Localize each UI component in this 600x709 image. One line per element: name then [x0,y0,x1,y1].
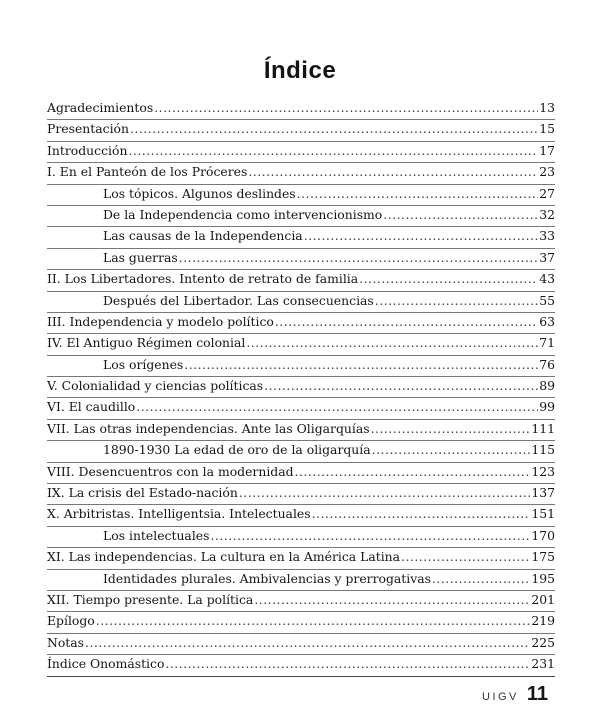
toc-entry-label: V. Colonialidad y ciencias políticas [47,378,264,394]
toc-entry [47,635,555,656]
toc-page-number: 231 [531,656,555,672]
toc-entry-label: II. Los Libertadores. Intento de retrato de familia [47,271,359,287]
toc-entry [47,485,555,506]
toc-page-number: 225 [531,634,555,650]
toc-page-number: 123 [531,463,555,479]
toc-page-number: 195 [531,570,555,586]
toc-entry [47,464,555,485]
toc-subentry [47,571,555,592]
page-footer [482,683,548,706]
toc-page-number: 76 [539,356,555,372]
toc-subentry [47,186,555,207]
toc-entry [47,399,555,420]
dot-leader [136,399,538,414]
dot-leader [372,442,531,457]
dot-leader [184,357,538,372]
toc-page-number: 33 [539,228,555,244]
dot-leader [383,207,538,222]
dot-leader [359,271,538,286]
table-of-contents [47,100,555,678]
toc-entry-label: Agradecimientos [47,100,154,115]
toc-entry [47,121,555,142]
toc-page-number: 17 [539,142,555,158]
toc-entry-label: Introducción [47,142,128,158]
toc-subentry [47,357,555,378]
toc-entry [47,549,555,570]
toc-entry-label: IV. El Antiguo Régimen colonial [47,335,246,351]
toc-entry-label: IX. La crisis del Estado-nación [47,485,238,501]
toc-entry [47,164,555,185]
toc-subentry [47,250,555,271]
toc-page-number: 99 [539,399,555,415]
toc-entry-label: Las guerras [103,249,178,265]
toc-entry [47,271,555,292]
dot-leader [248,164,538,179]
dot-leader [179,250,538,265]
toc-page-number: 23 [539,164,555,180]
toc-entry-label: Índice Onomástico [47,656,165,672]
dot-leader [246,335,538,350]
toc-entry [47,314,555,335]
dot-leader [264,378,538,393]
toc-entry-label: VI. El caudillo [47,399,136,415]
dot-leader [85,635,530,650]
toc-entry [47,100,555,121]
toc-page-number: 201 [531,591,555,607]
toc-page-number: 151 [531,506,555,522]
toc-page-number: 111 [531,420,555,436]
toc-entry-label: De la Independencia como intervencionismo [103,206,383,222]
dot-leader [239,485,531,500]
toc-entry [47,421,555,442]
toc-entry-label: Notas [47,634,85,650]
toc-page-number: 32 [539,206,555,222]
toc-entry-label: X. Arbitristas. Intelligentsia. Intelectuales [47,506,311,522]
toc-subentry [47,228,555,249]
toc-entry-label: Los tópicos. Algunos deslindes [103,185,296,201]
dot-leader [375,293,538,308]
toc-page-number: 15 [539,121,555,137]
dot-leader [432,571,530,586]
toc-page-number: 71 [539,335,555,351]
toc-page-number: 63 [539,313,555,329]
toc-entry-label: XI. Las independencias. La cultura en la América Latina [47,549,401,565]
dot-leader [165,656,530,671]
toc-page-number: 43 [539,271,555,287]
toc-entry-label: III. Independencia y modelo político [47,313,274,329]
toc-entry-label: XII. Tiempo presente. La política [47,591,254,607]
toc-entry-label: Epílogo [47,613,95,629]
toc-entry [47,335,555,356]
toc-entry-label: Después del Libertador. Las consecuencias [103,292,374,308]
publisher-mark: UIGV [482,691,519,703]
toc-page-number: 89 [539,378,555,394]
toc-entry-label: I. En el Panteón de los Próceres [47,164,248,180]
toc-page-number: 37 [539,249,555,265]
toc-subentry [47,442,555,463]
toc-subentry [47,528,555,549]
dot-leader [254,592,530,607]
dot-leader [304,228,539,243]
toc-entry [47,143,555,164]
dot-leader [210,528,530,543]
toc-page-number: 27 [539,185,555,201]
toc-page-number: 55 [539,292,555,308]
toc-page-number: 13 [539,100,555,115]
toc-subentry [47,207,555,228]
toc-entry-label: Identidades plurales. Ambivalencias y prerrogativas [103,570,431,586]
toc-entry [47,506,555,527]
toc-page-number: 219 [531,613,555,629]
toc-entry-label: 1890-1930 La edad de oro de la oligarquía [103,442,371,458]
dot-leader [312,506,531,521]
toc-entry-label: Presentación [47,121,129,137]
dot-leader [295,464,531,479]
dot-leader [297,186,539,201]
dot-leader [130,121,538,136]
toc-entry [47,592,555,613]
page-number: 11 [526,683,549,705]
dot-leader [275,314,538,329]
toc-entry [47,378,555,399]
dot-leader [96,613,531,628]
dot-leader [401,549,530,564]
toc-entry-label: VIII. Desencuentros con la modernidad [47,463,294,479]
dot-leader [128,143,538,158]
toc-entry-label: Los orígenes [103,356,184,372]
toc-page-number: 170 [531,527,555,543]
toc-subentry [47,293,555,314]
toc-entry-label: Los intelectuales [103,527,210,543]
toc-entry-label: VII. Las otras independencias. Ante las Oligarquías [47,420,370,436]
toc-entry-label: Las causas de la Independencia [103,228,303,244]
toc-entry [47,656,555,677]
page-title: Índice [263,57,337,84]
toc-page-number: 137 [531,485,555,501]
toc-entry [47,613,555,634]
dot-leader [154,100,538,115]
toc-page-number: 115 [531,442,555,458]
dot-leader [371,421,531,436]
toc-page-number: 175 [531,549,555,565]
